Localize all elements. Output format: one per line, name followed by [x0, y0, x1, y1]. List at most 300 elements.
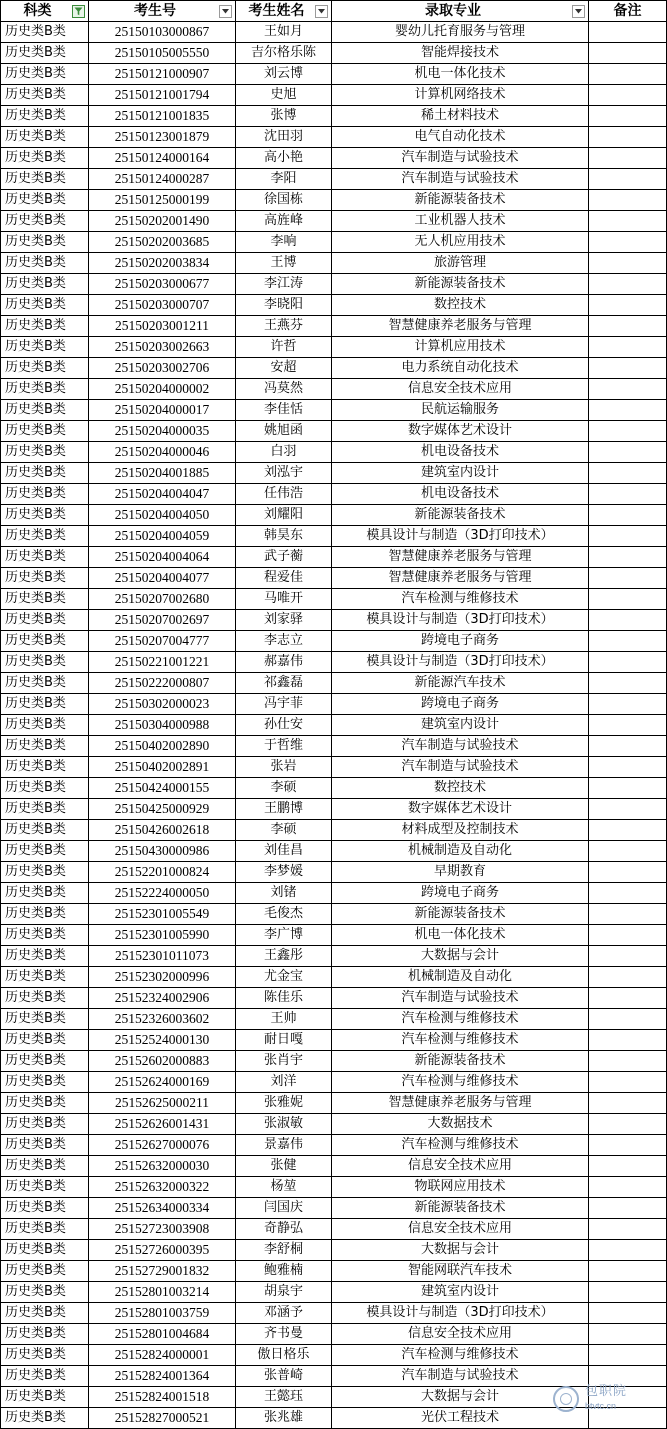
cell-kelei[interactable]: 历史类B类 [1, 43, 89, 64]
cell-kelei[interactable]: 历史类B类 [1, 799, 89, 820]
cell-id[interactable]: 25150202003834 [89, 253, 236, 274]
cell-id[interactable]: 25150204000046 [89, 442, 236, 463]
cell-id[interactable]: 25152824001364 [89, 1366, 236, 1387]
cell-id[interactable]: 25150105005550 [89, 43, 236, 64]
cell-major[interactable]: 大数据与会计 [332, 1387, 589, 1408]
cell-kelei[interactable]: 历史类B类 [1, 925, 89, 946]
cell-major[interactable]: 旅游管理 [332, 253, 589, 274]
cell-kelei[interactable]: 历史类B类 [1, 337, 89, 358]
cell-id[interactable]: 25152326003602 [89, 1009, 236, 1030]
cell-kelei[interactable]: 历史类B类 [1, 421, 89, 442]
cell-id[interactable]: 25152729001832 [89, 1261, 236, 1282]
cell-name[interactable]: 冯宇菲 [236, 694, 332, 715]
cell-name[interactable]: 刘泓宇 [236, 463, 332, 484]
cell-id[interactable]: 25152723003908 [89, 1219, 236, 1240]
cell-note[interactable] [589, 904, 667, 925]
cell-id[interactable]: 25152624000169 [89, 1072, 236, 1093]
cell-name[interactable]: 奇静弘 [236, 1219, 332, 1240]
cell-major[interactable]: 婴幼儿托育服务与管理 [332, 22, 589, 43]
table-row[interactable] [1, 925, 667, 946]
cell-kelei[interactable]: 历史类B类 [1, 190, 89, 211]
cell-major[interactable]: 智能网联汽车技术 [332, 1261, 589, 1282]
table-row[interactable] [1, 400, 667, 421]
cell-major[interactable]: 计算机应用技术 [332, 337, 589, 358]
cell-major[interactable]: 汽车制造与试验技术 [332, 736, 589, 757]
cell-major[interactable]: 计算机网络技术 [332, 85, 589, 106]
cell-kelei[interactable]: 历史类B类 [1, 1345, 89, 1366]
cell-id[interactable]: 25150124000164 [89, 148, 236, 169]
cell-kelei[interactable]: 历史类B类 [1, 610, 89, 631]
table-row[interactable] [1, 484, 667, 505]
cell-note[interactable] [589, 106, 667, 127]
cell-kelei[interactable]: 历史类B类 [1, 22, 89, 43]
cell-id[interactable]: 25150121001835 [89, 106, 236, 127]
cell-kelei[interactable]: 历史类B类 [1, 85, 89, 106]
cell-name[interactable]: 高旌峰 [236, 211, 332, 232]
cell-id[interactable]: 25150202003685 [89, 232, 236, 253]
cell-major[interactable]: 大数据技术 [332, 1114, 589, 1135]
cell-kelei[interactable]: 历史类B类 [1, 484, 89, 505]
cell-id[interactable]: 25152301005549 [89, 904, 236, 925]
cell-name[interactable]: 程爱佳 [236, 568, 332, 589]
cell-note[interactable] [589, 1198, 667, 1219]
table-row[interactable] [1, 421, 667, 442]
cell-note[interactable] [589, 862, 667, 883]
cell-note[interactable] [589, 610, 667, 631]
cell-name[interactable]: 刘洋 [236, 1072, 332, 1093]
cell-kelei[interactable]: 历史类B类 [1, 820, 89, 841]
cell-major[interactable]: 跨境电子商务 [332, 631, 589, 652]
cell-id[interactable]: 25150221001221 [89, 652, 236, 673]
cell-name[interactable]: 许哲 [236, 337, 332, 358]
table-row[interactable] [1, 316, 667, 337]
cell-kelei[interactable]: 历史类B类 [1, 1114, 89, 1135]
cell-major[interactable]: 电气自动化技术 [332, 127, 589, 148]
cell-name[interactable]: 耐日嘎 [236, 1030, 332, 1051]
cell-kelei[interactable]: 历史类B类 [1, 379, 89, 400]
cell-name[interactable]: 傲日格乐 [236, 1345, 332, 1366]
cell-note[interactable] [589, 463, 667, 484]
cell-major[interactable]: 新能源装备技术 [332, 1051, 589, 1072]
cell-note[interactable] [589, 1156, 667, 1177]
cell-major[interactable]: 民航运输服务 [332, 400, 589, 421]
cell-id[interactable]: 25150103000867 [89, 22, 236, 43]
cell-note[interactable] [589, 1030, 667, 1051]
cell-id[interactable]: 25150204001885 [89, 463, 236, 484]
table-row[interactable] [1, 211, 667, 232]
cell-kelei[interactable]: 历史类B类 [1, 1156, 89, 1177]
cell-note[interactable] [589, 1177, 667, 1198]
cell-note[interactable] [589, 1051, 667, 1072]
cell-note[interactable] [589, 673, 667, 694]
cell-major[interactable]: 汽车检测与维修技术 [332, 1345, 589, 1366]
table-row[interactable] [1, 1030, 667, 1051]
cell-note[interactable] [589, 568, 667, 589]
cell-id[interactable]: 25152201000824 [89, 862, 236, 883]
table-row[interactable] [1, 169, 667, 190]
cell-name[interactable]: 王鹏博 [236, 799, 332, 820]
cell-name[interactable]: 杨堃 [236, 1177, 332, 1198]
cell-name[interactable]: 李晓阳 [236, 295, 332, 316]
table-row[interactable] [1, 1345, 667, 1366]
cell-note[interactable] [589, 1303, 667, 1324]
cell-kelei[interactable]: 历史类B类 [1, 127, 89, 148]
table-row[interactable] [1, 568, 667, 589]
cell-kelei[interactable]: 历史类B类 [1, 1240, 89, 1261]
cell-id[interactable]: 25150203002706 [89, 358, 236, 379]
cell-major[interactable]: 汽车制造与试验技术 [332, 988, 589, 1009]
cell-note[interactable] [589, 841, 667, 862]
cell-major[interactable]: 汽车制造与试验技术 [332, 1366, 589, 1387]
cell-name[interactable]: 张普崎 [236, 1366, 332, 1387]
cell-id[interactable]: 25150204004064 [89, 547, 236, 568]
table-row[interactable] [1, 442, 667, 463]
cell-id[interactable]: 25150302000023 [89, 694, 236, 715]
cell-major[interactable]: 机械制造及自动化 [332, 841, 589, 862]
cell-name[interactable]: 李志立 [236, 631, 332, 652]
cell-name[interactable]: 李硕 [236, 778, 332, 799]
table-row[interactable] [1, 652, 667, 673]
cell-kelei[interactable]: 历史类B类 [1, 967, 89, 988]
cell-id[interactable]: 25150207002697 [89, 610, 236, 631]
cell-note[interactable] [589, 694, 667, 715]
table-row[interactable] [1, 1198, 667, 1219]
table-row[interactable] [1, 1240, 667, 1261]
table-row[interactable] [1, 127, 667, 148]
cell-kelei[interactable]: 历史类B类 [1, 904, 89, 925]
cell-name[interactable]: 王如月 [236, 22, 332, 43]
cell-id[interactable]: 25150203000677 [89, 274, 236, 295]
cell-major[interactable]: 建筑室内设计 [332, 463, 589, 484]
cell-kelei[interactable]: 历史类B类 [1, 505, 89, 526]
cell-kelei[interactable]: 历史类B类 [1, 358, 89, 379]
cell-note[interactable] [589, 337, 667, 358]
cell-kelei[interactable]: 历史类B类 [1, 757, 89, 778]
cell-name[interactable]: 刘锗 [236, 883, 332, 904]
cell-name[interactable]: 李硕 [236, 820, 332, 841]
cell-kelei[interactable]: 历史类B类 [1, 274, 89, 295]
cell-major[interactable]: 光伏工程技术 [332, 1408, 589, 1429]
table-row[interactable] [1, 883, 667, 904]
cell-name[interactable]: 张健 [236, 1156, 332, 1177]
cell-id[interactable]: 25152524000130 [89, 1030, 236, 1051]
cell-id[interactable]: 25152602000883 [89, 1051, 236, 1072]
cell-name[interactable]: 李响 [236, 232, 332, 253]
table-row[interactable] [1, 778, 667, 799]
table-row[interactable] [1, 1135, 667, 1156]
cell-note[interactable] [589, 1240, 667, 1261]
table-row[interactable] [1, 547, 667, 568]
cell-id[interactable]: 25152827000521 [89, 1408, 236, 1429]
cell-major[interactable]: 汽车检测与维修技术 [332, 1030, 589, 1051]
cell-name[interactable]: 马唯开 [236, 589, 332, 610]
table-row[interactable] [1, 694, 667, 715]
cell-major[interactable]: 早期教育 [332, 862, 589, 883]
cell-kelei[interactable]: 历史类B类 [1, 841, 89, 862]
table-row[interactable] [1, 358, 667, 379]
cell-name[interactable]: 王燕芬 [236, 316, 332, 337]
cell-note[interactable] [589, 484, 667, 505]
cell-kelei[interactable]: 历史类B类 [1, 1261, 89, 1282]
cell-major[interactable]: 工业机器人技术 [332, 211, 589, 232]
filter-active-icon[interactable] [72, 5, 85, 18]
cell-kelei[interactable]: 历史类B类 [1, 631, 89, 652]
cell-major[interactable]: 汽车检测与维修技术 [332, 589, 589, 610]
cell-name[interactable]: 郝嘉伟 [236, 652, 332, 673]
cell-id[interactable]: 25152324002906 [89, 988, 236, 1009]
cell-major[interactable]: 汽车制造与试验技术 [332, 148, 589, 169]
table-row[interactable] [1, 715, 667, 736]
cell-major[interactable]: 智能焊接技术 [332, 43, 589, 64]
cell-note[interactable] [589, 421, 667, 442]
cell-id[interactable]: 25150204004077 [89, 568, 236, 589]
cell-name[interactable]: 张兆雄 [236, 1408, 332, 1429]
cell-note[interactable] [589, 190, 667, 211]
cell-kelei[interactable]: 历史类B类 [1, 526, 89, 547]
table-row[interactable] [1, 526, 667, 547]
table-row[interactable] [1, 904, 667, 925]
cell-major[interactable]: 无人机应用技术 [332, 232, 589, 253]
cell-id[interactable]: 25150424000155 [89, 778, 236, 799]
cell-id[interactable]: 25150202001490 [89, 211, 236, 232]
cell-kelei[interactable]: 历史类B类 [1, 568, 89, 589]
cell-name[interactable]: 刘云博 [236, 64, 332, 85]
table-row[interactable] [1, 274, 667, 295]
cell-id[interactable]: 25150204000035 [89, 421, 236, 442]
cell-name[interactable]: 张雅妮 [236, 1093, 332, 1114]
cell-name[interactable]: 沈田羽 [236, 127, 332, 148]
cell-note[interactable] [589, 295, 667, 316]
cell-major[interactable]: 模具设计与制造（3D打印技术） [332, 526, 589, 547]
cell-note[interactable] [589, 1282, 667, 1303]
table-row[interactable] [1, 232, 667, 253]
cell-id[interactable]: 25150402002891 [89, 757, 236, 778]
cell-major[interactable]: 智慧健康养老服务与管理 [332, 568, 589, 589]
cell-major[interactable]: 汽车制造与试验技术 [332, 757, 589, 778]
table-row[interactable] [1, 1093, 667, 1114]
table-row[interactable] [1, 22, 667, 43]
cell-id[interactable]: 25150204004050 [89, 505, 236, 526]
cell-name[interactable]: 王鑫彤 [236, 946, 332, 967]
cell-note[interactable] [589, 925, 667, 946]
cell-name[interactable]: 于哲维 [236, 736, 332, 757]
cell-note[interactable] [589, 778, 667, 799]
cell-note[interactable] [589, 967, 667, 988]
cell-name[interactable]: 胡泉宇 [236, 1282, 332, 1303]
cell-major[interactable]: 材料成型及控制技术 [332, 820, 589, 841]
cell-note[interactable] [589, 1114, 667, 1135]
cell-name[interactable]: 李梦媛 [236, 862, 332, 883]
cell-id[interactable]: 25150207004777 [89, 631, 236, 652]
cell-note[interactable] [589, 1072, 667, 1093]
cell-name[interactable]: 李广博 [236, 925, 332, 946]
table-row[interactable] [1, 85, 667, 106]
cell-kelei[interactable]: 历史类B类 [1, 652, 89, 673]
table-row[interactable] [1, 1156, 667, 1177]
table-row[interactable] [1, 295, 667, 316]
cell-id[interactable]: 25150204004047 [89, 484, 236, 505]
table-row[interactable] [1, 799, 667, 820]
cell-kelei[interactable]: 历史类B类 [1, 589, 89, 610]
cell-major[interactable]: 建筑室内设计 [332, 1282, 589, 1303]
cell-kelei[interactable]: 历史类B类 [1, 1303, 89, 1324]
cell-kelei[interactable]: 历史类B类 [1, 1366, 89, 1387]
cell-major[interactable]: 智慧健康养老服务与管理 [332, 316, 589, 337]
cell-name[interactable]: 张淑敏 [236, 1114, 332, 1135]
cell-kelei[interactable]: 历史类B类 [1, 64, 89, 85]
cell-major[interactable]: 数字媒体艺术设计 [332, 799, 589, 820]
cell-id[interactable]: 25152634000334 [89, 1198, 236, 1219]
table-row[interactable] [1, 1303, 667, 1324]
table-row[interactable] [1, 1324, 667, 1345]
cell-kelei[interactable]: 历史类B类 [1, 295, 89, 316]
cell-major[interactable]: 跨境电子商务 [332, 883, 589, 904]
cell-id[interactable]: 25150430000986 [89, 841, 236, 862]
cell-id[interactable]: 25152632000030 [89, 1156, 236, 1177]
cell-note[interactable] [589, 211, 667, 232]
cell-id[interactable]: 25150204000002 [89, 379, 236, 400]
cell-major[interactable]: 智慧健康养老服务与管理 [332, 547, 589, 568]
table-row[interactable] [1, 463, 667, 484]
cell-kelei[interactable]: 历史类B类 [1, 1219, 89, 1240]
cell-note[interactable] [589, 715, 667, 736]
table-row[interactable] [1, 1177, 667, 1198]
cell-note[interactable] [589, 1345, 667, 1366]
cell-note[interactable] [589, 1324, 667, 1345]
cell-kelei[interactable]: 历史类B类 [1, 1324, 89, 1345]
cell-note[interactable] [589, 22, 667, 43]
table-row[interactable] [1, 967, 667, 988]
cell-major[interactable]: 模具设计与制造（3D打印技术） [332, 1303, 589, 1324]
table-row[interactable] [1, 820, 667, 841]
cell-name[interactable]: 齐书曼 [236, 1324, 332, 1345]
cell-name[interactable]: 李佳恬 [236, 400, 332, 421]
cell-name[interactable]: 安超 [236, 358, 332, 379]
cell-name[interactable]: 白羽 [236, 442, 332, 463]
dropdown-arrow-icon[interactable] [315, 5, 328, 18]
cell-note[interactable] [589, 400, 667, 421]
cell-major[interactable]: 信息安全技术应用 [332, 1156, 589, 1177]
cell-name[interactable]: 孙仕安 [236, 715, 332, 736]
cell-major[interactable]: 稀土材料技术 [332, 106, 589, 127]
cell-note[interactable] [589, 988, 667, 1009]
table-row[interactable] [1, 505, 667, 526]
cell-note[interactable] [589, 757, 667, 778]
cell-note[interactable] [589, 127, 667, 148]
cell-note[interactable] [589, 631, 667, 652]
cell-major[interactable]: 数控技术 [332, 778, 589, 799]
cell-id[interactable]: 25150203000707 [89, 295, 236, 316]
cell-name[interactable]: 张博 [236, 106, 332, 127]
cell-note[interactable] [589, 526, 667, 547]
cell-major[interactable]: 模具设计与制造（3D打印技术） [332, 652, 589, 673]
cell-name[interactable]: 冯莫然 [236, 379, 332, 400]
cell-kelei[interactable]: 历史类B类 [1, 211, 89, 232]
cell-name[interactable]: 史旭 [236, 85, 332, 106]
cell-kelei[interactable]: 历史类B类 [1, 673, 89, 694]
cell-id[interactable]: 25152626001431 [89, 1114, 236, 1135]
cell-name[interactable]: 景嘉伟 [236, 1135, 332, 1156]
cell-major[interactable]: 机电设备技术 [332, 442, 589, 463]
cell-major[interactable]: 信息安全技术应用 [332, 379, 589, 400]
cell-kelei[interactable]: 历史类B类 [1, 862, 89, 883]
cell-id[interactable]: 25150121000907 [89, 64, 236, 85]
cell-id[interactable]: 25152224000050 [89, 883, 236, 904]
cell-id[interactable]: 25150123001879 [89, 127, 236, 148]
cell-major[interactable]: 大数据与会计 [332, 946, 589, 967]
cell-note[interactable] [589, 442, 667, 463]
cell-id[interactable]: 25152632000322 [89, 1177, 236, 1198]
cell-name[interactable]: 李江涛 [236, 274, 332, 295]
cell-id[interactable]: 25150304000988 [89, 715, 236, 736]
cell-kelei[interactable]: 历史类B类 [1, 253, 89, 274]
cell-note[interactable] [589, 1009, 667, 1030]
cell-name[interactable]: 王帅 [236, 1009, 332, 1030]
cell-name[interactable]: 高小艳 [236, 148, 332, 169]
table-row[interactable] [1, 610, 667, 631]
cell-name[interactable]: 姚旭函 [236, 421, 332, 442]
cell-kelei[interactable]: 历史类B类 [1, 1177, 89, 1198]
cell-major[interactable]: 信息安全技术应用 [332, 1324, 589, 1345]
cell-major[interactable]: 新能源装备技术 [332, 904, 589, 925]
cell-note[interactable] [589, 169, 667, 190]
cell-major[interactable]: 汽车制造与试验技术 [332, 169, 589, 190]
cell-major[interactable]: 物联网应用技术 [332, 1177, 589, 1198]
cell-major[interactable]: 机电一体化技术 [332, 925, 589, 946]
cell-note[interactable] [589, 547, 667, 568]
cell-kelei[interactable]: 历史类B类 [1, 736, 89, 757]
table-row[interactable] [1, 64, 667, 85]
cell-id[interactable]: 25152301005990 [89, 925, 236, 946]
cell-name[interactable]: 尤金宝 [236, 967, 332, 988]
cell-major[interactable]: 新能源装备技术 [332, 1198, 589, 1219]
cell-id[interactable]: 25150425000929 [89, 799, 236, 820]
cell-note[interactable] [589, 1093, 667, 1114]
cell-kelei[interactable]: 历史类B类 [1, 442, 89, 463]
cell-kelei[interactable]: 历史类B类 [1, 1408, 89, 1429]
cell-kelei[interactable]: 历史类B类 [1, 106, 89, 127]
cell-name[interactable]: 邓涵予 [236, 1303, 332, 1324]
cell-name[interactable]: 毛俊杰 [236, 904, 332, 925]
cell-major[interactable]: 新能源装备技术 [332, 190, 589, 211]
table-row[interactable] [1, 106, 667, 127]
cell-note[interactable] [589, 883, 667, 904]
table-row[interactable] [1, 757, 667, 778]
cell-id[interactable]: 25150125000199 [89, 190, 236, 211]
table-row[interactable] [1, 1114, 667, 1135]
cell-name[interactable]: 吉尔格乐陈 [236, 43, 332, 64]
cell-kelei[interactable]: 历史类B类 [1, 1051, 89, 1072]
table-row[interactable] [1, 1051, 667, 1072]
dropdown-arrow-icon[interactable] [219, 5, 232, 18]
table-row[interactable] [1, 1009, 667, 1030]
cell-kelei[interactable]: 历史类B类 [1, 778, 89, 799]
table-row[interactable] [1, 337, 667, 358]
cell-major[interactable]: 跨境电子商务 [332, 694, 589, 715]
cell-kelei[interactable]: 历史类B类 [1, 988, 89, 1009]
cell-kelei[interactable]: 历史类B类 [1, 1135, 89, 1156]
cell-kelei[interactable]: 历史类B类 [1, 883, 89, 904]
table-row[interactable] [1, 589, 667, 610]
cell-id[interactable]: 25152726000395 [89, 1240, 236, 1261]
cell-note[interactable] [589, 820, 667, 841]
cell-id[interactable]: 25152301011073 [89, 946, 236, 967]
cell-id[interactable]: 25150222000807 [89, 673, 236, 694]
cell-note[interactable] [589, 505, 667, 526]
cell-kelei[interactable]: 历史类B类 [1, 148, 89, 169]
table-row[interactable] [1, 379, 667, 400]
cell-note[interactable] [589, 736, 667, 757]
